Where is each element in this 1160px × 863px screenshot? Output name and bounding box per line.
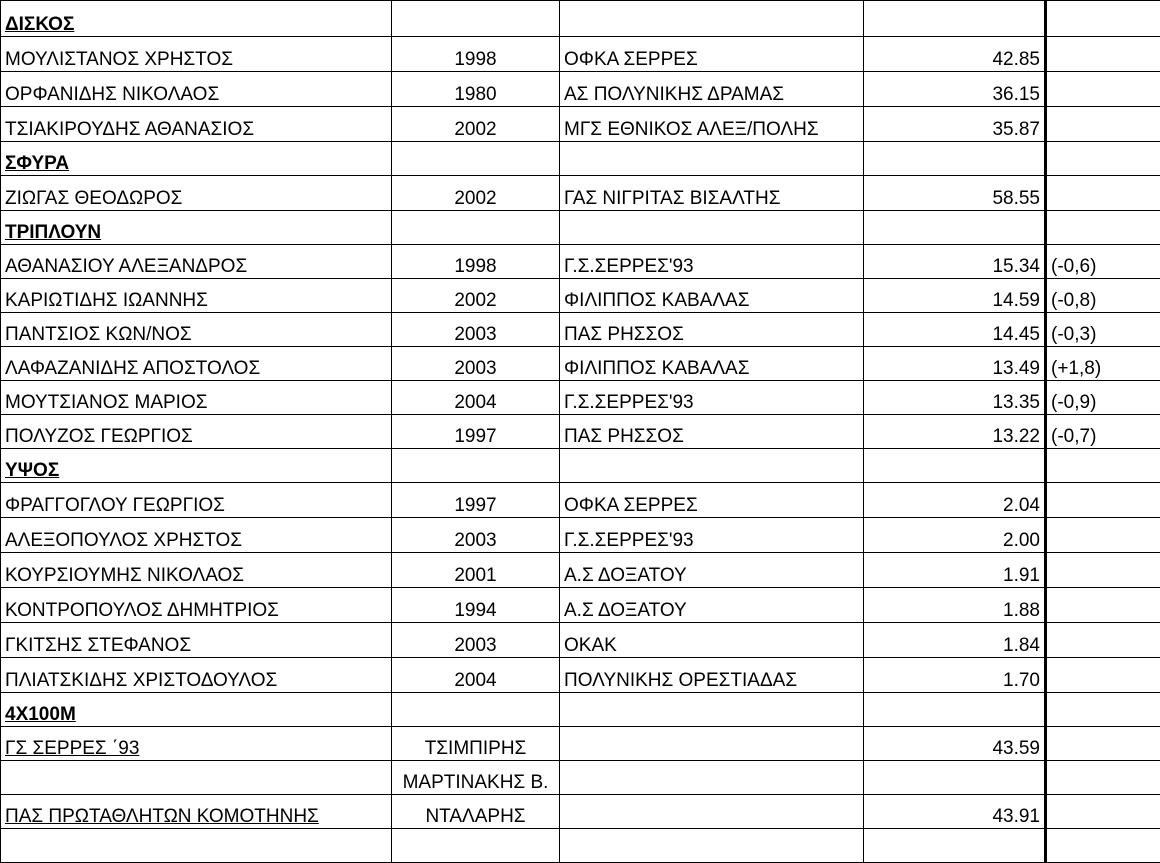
section-header-row [1,211,1160,245]
athlete-name: ΚΑΡΙΩΤΙΔΗΣ ΙΩΑΝΝΗΣ [1,279,392,313]
wind-reading: (+1,8) [1046,347,1160,381]
wind-reading [1046,727,1160,761]
team-name: ΠΑΣ ΠΡΩΤΑΘΛΗΤΩΝ ΚΟΜΟΤΗΝΗΣ [1,795,392,829]
athlete-name: ΠΑΝΤΣΙΟΣ ΚΩΝ/ΝΟΣ [1,313,392,347]
athlete-name: ΚΟΝΤΡΟΠΟΥΛΟΣ ΔΗΜΗΤΡΙΟΣ [1,588,392,623]
club-name: ΜΓΣ ΕΘΝΙΚΟΣ ΑΛΕΞ/ΠΟΛΗΣ [560,107,864,142]
club-name: ΦΙΛΙΠΠΟΣ ΚΑΒΑΛΑΣ [560,279,864,313]
birth-year: 1998 [392,245,560,279]
empty-cell [392,211,560,245]
empty-cell [1046,693,1160,727]
table-row [1,347,1160,381]
result-mark [864,761,1046,795]
athlete-name: ΖΙΩΓΑΣ ΘΕΟΔΩΡΟΣ [1,176,392,211]
club-name: Γ.Σ.ΣΕΡΡΕΣ'93 [560,381,864,415]
empty-cell [864,449,1046,483]
result-mark: 13.35 [864,381,1046,415]
club-name: ΑΣ ΠΟΛΥΝΙΚΗΣ ΔΡΑΜΑΣ [560,72,864,107]
club-name: Γ.Σ.ΣΕΡΡΕΣ'93 [560,245,864,279]
athlete-name: ΑΛΕΞΟΠΟΥΛΟΣ ΧΡΗΣΤΟΣ [1,518,392,553]
athlete-name: ΓΚΙΤΣΗΣ ΣΤΕΦΑΝΟΣ [1,623,392,658]
wind-reading [1046,518,1160,553]
birth-year: 2002 [392,279,560,313]
wind-reading: (-0,3) [1046,313,1160,347]
relay-runner [392,829,560,863]
wind-reading [1046,658,1160,693]
empty-cell [392,142,560,176]
empty-cell [560,449,864,483]
wind-reading: (-0,6) [1046,245,1160,279]
table-row [1,483,1160,518]
section-title: ΣΦΥΡΑ [1,142,392,176]
table-row [1,72,1160,107]
table-row [1,313,1160,347]
result-mark: 13.22 [864,415,1046,449]
team-name [1,829,392,863]
club-name: Α.Σ ΔΟΞΑΤΟΥ [560,553,864,588]
table-row [1,658,1160,693]
table-row [1,795,1160,829]
wind-reading: (-0,8) [1046,279,1160,313]
section-header-row [1,142,1160,176]
club-name: ΠΟΛΥΝΙΚΗΣ ΟΡΕΣΤΙΑΔΑΣ [560,658,864,693]
club-name: ΠΑΣ ΡΗΣΣΟΣ [560,313,864,347]
relay-runner: ΤΣΙΜΠΙΡΗΣ [392,727,560,761]
club-name [560,829,864,863]
wind-reading: (-0,9) [1046,381,1160,415]
birth-year: 1994 [392,588,560,623]
result-mark: 1.88 [864,588,1046,623]
empty-cell [1046,211,1160,245]
wind-reading [1046,588,1160,623]
result-mark: 14.59 [864,279,1046,313]
club-name: ΓΑΣ ΝΙΓΡΙΤΑΣ ΒΙΣΑΛΤΗΣ [560,176,864,211]
empty-cell [560,693,864,727]
result-mark: 43.91 [864,795,1046,829]
birth-year: 2004 [392,381,560,415]
empty-cell [1046,449,1160,483]
wind-reading [1046,176,1160,211]
wind-reading [1046,483,1160,518]
results-sheet-body [1,1,1160,863]
club-name [560,795,864,829]
table-row [1,761,1160,795]
relay-runner: ΝΤΑΛΑΡΗΣ [392,795,560,829]
section-header-row [1,1,1160,37]
wind-reading [1046,761,1160,795]
birth-year: 2002 [392,107,560,142]
result-mark: 42.85 [864,37,1046,72]
empty-cell [1046,142,1160,176]
result-mark [864,829,1046,863]
empty-cell [1046,1,1160,37]
athlete-name: ΜΟΥΛΙΣΤΑΝΟΣ ΧΡΗΣΤΟΣ [1,37,392,72]
club-name: ΟΦΚΑ ΣΕΡΡΕΣ [560,37,864,72]
birth-year: 1980 [392,72,560,107]
athlete-name: ΚΟΥΡΣΙΟΥΜΗΣ ΝΙΚΟΛΑΟΣ [1,553,392,588]
empty-cell [392,693,560,727]
empty-cell [392,1,560,37]
club-name [560,727,864,761]
relay-runner: ΜΑΡΤΙΝΑΚΗΣ Β. [392,761,560,795]
wind-reading [1046,829,1160,863]
club-name: ΦΙΛΙΠΠΟΣ ΚΑΒΑΛΑΣ [560,347,864,381]
club-name: Γ.Σ.ΣΕΡΡΕΣ'93 [560,518,864,553]
section-title: ΔΙΣΚΟΣ [1,1,392,37]
athlete-name: ΟΡΦΑΝΙΔΗΣ ΝΙΚΟΛΑΟΣ [1,72,392,107]
birth-year: 1997 [392,415,560,449]
athlete-name: ΛΑΦΑΖΑΝΙΔΗΣ ΑΠΟΣΤΟΛΟΣ [1,347,392,381]
club-name [560,761,864,795]
result-mark: 13.49 [864,347,1046,381]
section-header-row [1,449,1160,483]
result-mark: 14.45 [864,313,1046,347]
result-mark: 58.55 [864,176,1046,211]
team-name: ΓΣ ΣΕΡΡΕΣ ΄93 [1,727,392,761]
birth-year: 2004 [392,658,560,693]
result-mark: 36.15 [864,72,1046,107]
empty-cell [864,142,1046,176]
birth-year: 1998 [392,37,560,72]
table-row [1,107,1160,142]
athlete-name: ΑΘΑΝΑΣΙΟΥ ΑΛΕΞΑΝΔΡΟΣ [1,245,392,279]
birth-year: 2002 [392,176,560,211]
table-row [1,176,1160,211]
empty-cell [560,142,864,176]
birth-year: 2003 [392,623,560,658]
table-row [1,37,1160,72]
table-row [1,518,1160,553]
table-row [1,727,1160,761]
result-mark: 1.70 [864,658,1046,693]
table-row [1,245,1160,279]
athlete-name: ΦΡΑΓΓΟΓΛΟΥ ΓΕΩΡΓΙΟΣ [1,483,392,518]
table-row [1,829,1160,863]
result-mark: 35.87 [864,107,1046,142]
birth-year: 2003 [392,518,560,553]
result-mark: 15.34 [864,245,1046,279]
wind-reading [1046,72,1160,107]
result-mark: 2.04 [864,483,1046,518]
club-name: ΟΚΑΚ [560,623,864,658]
athlete-name: ΠΟΛΥΖΟΣ ΓΕΩΡΓΙΟΣ [1,415,392,449]
section-title: 4Χ100Μ [1,693,392,727]
wind-reading [1046,553,1160,588]
birth-year: 2003 [392,347,560,381]
empty-cell [864,1,1046,37]
table-row [1,415,1160,449]
birth-year: 2003 [392,313,560,347]
club-name: Α.Σ ΔΟΞΑΤΟΥ [560,588,864,623]
wind-reading [1046,37,1160,72]
table-row [1,588,1160,623]
empty-cell [560,1,864,37]
section-header-row [1,693,1160,727]
section-title: ΥΨΟΣ [1,449,392,483]
athlete-name: ΜΟΥΤΣΙΑΝΟΣ ΜΑΡΙΟΣ [1,381,392,415]
result-mark: 2.00 [864,518,1046,553]
athlete-name: ΠΛΙΑΤΣΚΙΔΗΣ ΧΡΙΣΤΟΔΟΥΛΟΣ [1,658,392,693]
team-name [1,761,392,795]
empty-cell [864,693,1046,727]
wind-reading [1046,107,1160,142]
table-row [1,623,1160,658]
result-mark: 1.91 [864,553,1046,588]
table-row [1,381,1160,415]
empty-cell [392,449,560,483]
wind-reading: (-0,7) [1046,415,1160,449]
wind-reading [1046,795,1160,829]
club-name: ΟΦΚΑ ΣΕΡΡΕΣ [560,483,864,518]
section-title: ΤΡΙΠΛΟΥΝ [1,211,392,245]
empty-cell [864,211,1046,245]
result-mark: 43.59 [864,727,1046,761]
athlete-name: ΤΣΙΑΚΙΡΟΥΔΗΣ ΑΘΑΝΑΣΙΟΣ [1,107,392,142]
birth-year: 2001 [392,553,560,588]
table-row [1,553,1160,588]
club-name: ΠΑΣ ΡΗΣΣΟΣ [560,415,864,449]
birth-year: 1997 [392,483,560,518]
table-row [1,279,1160,313]
result-mark: 1.84 [864,623,1046,658]
wind-reading [1046,623,1160,658]
empty-cell [560,211,864,245]
